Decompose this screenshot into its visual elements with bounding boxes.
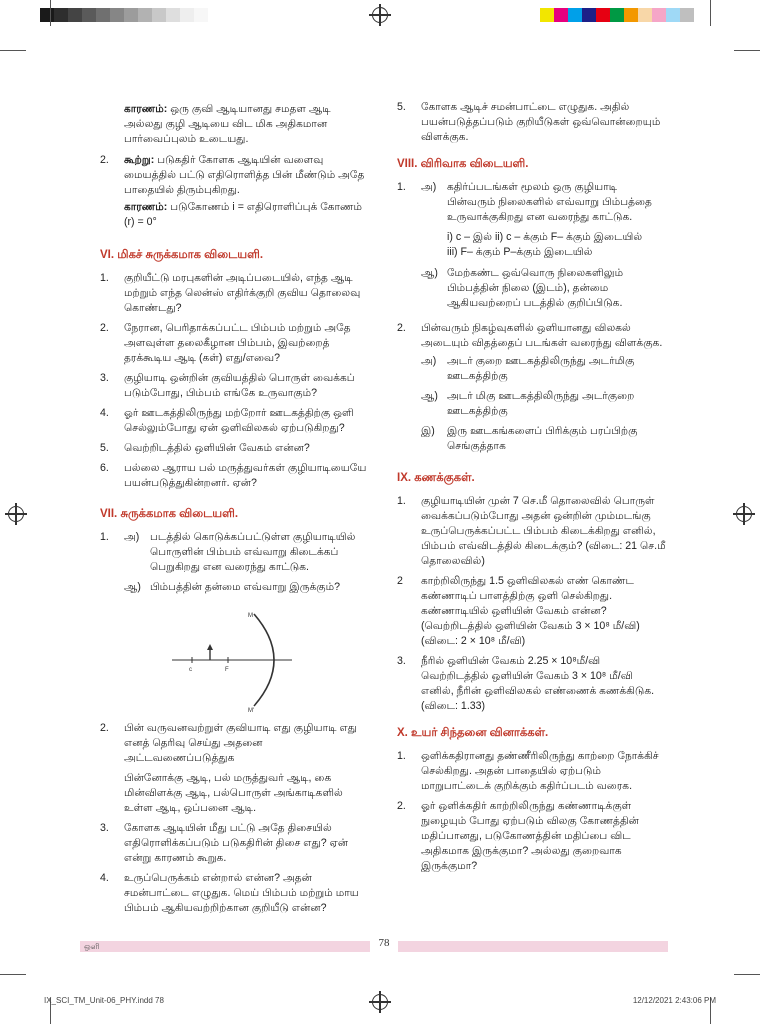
statement-label: கூற்று:	[124, 154, 155, 166]
color-swatch	[624, 8, 638, 22]
list-item	[100, 371, 368, 401]
list-item	[100, 271, 368, 316]
color-swatch	[554, 8, 568, 22]
timestamp-slug: 12/12/2021 2:43:06 PM	[632, 996, 716, 1005]
item-number: 4.	[100, 407, 109, 419]
list-item	[100, 321, 368, 366]
item-text: ஒளிக்கதிரானது தண்ணீரிலிருந்து காற்றை நோக்கிச் செல்கிறது. அதன் பாதையில் ஏற்படும் மாறுபாட்டைக் குறிக்கும் கதிர்ப்படம் வரைக.	[421, 750, 659, 792]
list-item: 2. பின்வரும் நிகழ்வுகளில் ஒளியானது விலகல் அடையும் விதத்தைப் படங்கள் வரைந்து விளக்குக. அ) அடர் குறை ஊடகத்திலிருந்து அடர்மிகு ஊடகத்திற்கு ஆ) அடர் மிகு ஊடகத்திலிருந்து அடர்குறை ஊடகத்திற்கு இ) இரு ஊடகங்களைப் பிரிக்கும் பரப்பிற்கு செங்குத்தாக	[397, 321, 667, 459]
label-c: c	[189, 667, 192, 673]
item-text: ஓர் ஊடகத்திலிருந்து மற்றோர் ஊடகத்திற்கு ஒளி செல்லும்போது ஏன் ஒளிவிலகல் ஏற்படுகிறது?	[124, 407, 354, 434]
color-swatch	[652, 8, 666, 22]
item-number: 3.	[397, 655, 406, 667]
list-item: 4. உருப்பெருக்கம் என்றால் என்ன? அதன் சமன்பாட்டை எழுதுக. மெய் பிம்பம் மற்றும் மாய பிம்பம் ஆகியவற்றிற்கான குறியீடு என்ன?	[100, 872, 359, 914]
footer-bar-right	[398, 941, 668, 952]
list-item: 2. பின் வருவனவற்றுள் குவியாடி எது குழியாடி எது எனத் தெரிவு செய்து அதனை அட்டவணைப்படுத்துக பின்னோக்கு ஆடி, பல் மருத்துவர் ஆடி, கை மின்விளக்கு ஆடி, பல்பொருள் அங்காடிகளில் உள்ள ஆடி, ஒப்பனை ஆடி.	[100, 722, 357, 814]
list-item	[397, 654, 667, 714]
color-swatch	[96, 8, 110, 22]
list-item	[100, 461, 368, 491]
file-slug: IX_SCI_TM_Unit-06_PHY.indd 78	[44, 996, 164, 1005]
sub-item-text: இரு ஊடகங்களைப் பிரிக்கும் பரப்பிற்கு செங்குத்தாக	[447, 425, 638, 452]
color-swatch	[680, 8, 694, 22]
crop-mark	[710, 0, 711, 26]
section-heading-problems: IX. கணக்குகள்.	[397, 472, 475, 484]
footer-chapter-label: ஒளி	[84, 942, 100, 951]
hots-list	[397, 749, 667, 874]
registration-mark-right	[736, 506, 752, 522]
color-swatch	[54, 8, 68, 22]
crop-mark	[50, 0, 51, 26]
color-swatch	[666, 8, 680, 22]
list-item: 1. அ) படத்தில் கொடுக்கப்பட்டுள்ள குழியாடியில் பொருளின் பிம்பம் எவ்வாறு கிடைக்கப் பெறுகிறது என வரைந்து காட்டுக. ஆ) பிம்பத்தின் தன்மை எவ்வாறு இருக்கும்?	[100, 531, 356, 593]
item-number: 1.	[397, 495, 406, 507]
item-number: 2.	[397, 800, 406, 812]
list-item	[100, 441, 368, 456]
process-color-bar	[540, 8, 694, 22]
item-text: வெற்றிடத்தில் ஒளியின் வேகம் என்ன?	[124, 442, 310, 454]
position-options: i) c – இல் ii) c – க்கும் F– க்கும் இடையில்	[447, 231, 643, 243]
item-number: 5.	[100, 442, 109, 454]
sub-item	[421, 424, 667, 454]
color-swatch	[596, 8, 610, 22]
position-options: iii) F– க்கும் P–க்கும் இடையில்	[447, 246, 593, 258]
item-text: காற்றிலிருந்து 1.5 ஒளிவிலகல் எண் கொண்ட கண்ணாடிப் பாளத்திற்கு ஒளி செல்கிறது. கண்ணாடியில் ஒளியின் வேகம் என்ன? (வெற்றிடத்தில் ஒளியின் வேகம் 3 × 10⁸ மீ/வி) (விடை: 2 × 10⁸ மீ/வி)	[421, 575, 640, 647]
footer-bar	[80, 941, 370, 952]
concave-mirror-figure	[170, 608, 300, 713]
color-swatch	[568, 8, 582, 22]
problems-list	[397, 494, 667, 714]
item-number: 2.	[100, 322, 109, 334]
crop-mark	[734, 50, 760, 51]
item-text: குறியீட்டு மரபுகளின் அடிப்படையில், எந்த ஆடி மற்றும் எந்த லென்ஸ் எதிர்க்குறி குவிய தொலைவு கொண்டது?	[124, 272, 361, 314]
assertion-item	[100, 153, 368, 230]
statement-text: படுகதிர் கோளக ஆடியின் வளைவு மையத்தில் பட்டு எதிரொளித்த பின் மீண்டும் அதே பாதையில் திரும்புகிறது.	[124, 154, 365, 196]
list-item	[397, 494, 667, 569]
page-number: 78	[378, 937, 390, 949]
object-arrow-head	[207, 644, 213, 650]
crop-mark	[0, 50, 26, 51]
item-number: 2	[397, 575, 403, 587]
item-text: குழியாடி ஒன்றின் குவியத்தில் பொருள் வைக்கப் படும்போது, பிம்பம் எங்கே உருவாகும்?	[124, 372, 355, 399]
registration-mark-left	[8, 506, 24, 522]
sub-item-label: ஆ)	[421, 390, 438, 402]
list-item: 1. அ) கதிர்ப்படங்கள் மூலம் ஒரு குழியாடி பின்வரும் நிலைகளில் எவ்வாறு பிம்பத்தை உருவாக்குகிறது என வரைந்து காட்டுக. i) c – இல் ii) c – க்கும் F– க்கும் இடையில் iii) F– க்கும் P–க்கும் இடையில் ஆ) மேற்கண்ட ஒவ்வொரு நிலைகளிலும் பிம்பத்தின் நிலை (இடம்), தன்மை ஆகியவற்றைப் படத்தில் குறிப்பிடுக.	[397, 180, 667, 316]
item-text: ஓர் ஒளிக்கதிர் காற்றிலிருந்து கண்ணாடிக்குள் நுழையும் போது ஏற்படும் விலகு கோணத்தின் மதிப்பானது, படுகோணத்தின் மதிப்பை விட அதிகமாக இருக்குமா? அல்லது குறைவாக இருக்குமா?	[421, 800, 639, 872]
color-swatch	[68, 8, 82, 22]
reason-text: ஒரு குவி ஆடியானது சமதள ஆடி அல்லது குழி ஆடியை விட மிக அதிகமான பார்வைப்புலம் உடையது.	[124, 103, 331, 145]
color-swatch	[582, 8, 596, 22]
grayscale-color-bar	[40, 8, 208, 22]
color-swatch	[638, 8, 652, 22]
crop-mark	[734, 974, 760, 975]
color-swatch	[152, 8, 166, 22]
reason-label: காரணம்:	[124, 103, 168, 115]
item-number: 1.	[397, 750, 406, 762]
color-swatch	[110, 8, 124, 22]
item-text: பல்லை ஆராய பல் மருத்துவர்கள் குழியாடியையே பயன்படுத்துகின்றனர். ஏன்?	[124, 462, 367, 489]
color-swatch	[40, 8, 54, 22]
crop-mark	[0, 974, 26, 975]
item-text: குழியாடியின் முன் 7 செ.மீ தொலைவில் பொருள் வைக்கப்படும்போது அதன் ஒன்றின் மும்மடங்கு உருப்பெருக்கப்பட்ட பிம்பம் கிடைக்கிறது எனில், பிம்பம் எவ்விடத்தில் கிடைக்கும்? (விடை: 21 செ.மீ தொலைவில்)	[421, 495, 666, 567]
item-number: 2.	[100, 154, 109, 166]
list-item	[397, 749, 667, 794]
list-item: 3. கோளக ஆடியின் மீது பட்டு அதே திசையில் எதிரொளிக்கப்படும் படுகதிரின் திசை எது? ஏன் என்று காரணம் கூறுக.	[100, 822, 349, 864]
label-m-bottom: M'	[248, 708, 255, 713]
sub-item-label: அ)	[421, 355, 437, 367]
color-swatch	[82, 8, 96, 22]
left-column	[100, 100, 368, 921]
sub-item	[421, 354, 667, 384]
label-f: F	[225, 667, 229, 673]
item-number: 6.	[100, 462, 109, 474]
reason-block	[124, 102, 368, 147]
color-swatch	[124, 8, 138, 22]
color-swatch	[540, 8, 554, 22]
section-heading-short-answer: VII. சுருக்கமாக விடையளி.	[100, 508, 239, 520]
list-item: 5. கோளக ஆடிச் சமன்பாட்டை எழுதுக. அதில் பயன்படுத்தப்படும் குறியீடுகள் ஒவ்வொன்றையும் விளக்குக.	[397, 101, 661, 143]
color-swatch	[610, 8, 624, 22]
section-heading-hots: X. உயர் சிந்தனை வினாக்கள்.	[397, 727, 549, 739]
list-item	[100, 406, 368, 436]
color-swatch	[194, 8, 208, 22]
reason-label: காரணம்:	[124, 201, 168, 213]
color-swatch	[138, 8, 152, 22]
color-swatch	[180, 8, 194, 22]
sub-item-label: இ)	[421, 425, 435, 437]
item-number: 3.	[100, 372, 109, 384]
list-item	[397, 799, 667, 874]
right-column	[397, 100, 667, 879]
section-heading-very-short-answer: VI. மிகச் சுருக்கமாக விடையளி.	[100, 249, 264, 261]
reason-text: படுகோணம் i = எதிரொளிப்புக் கோணம் (r) = 0°	[124, 201, 363, 228]
registration-mark-top	[372, 7, 388, 23]
sub-item	[421, 389, 667, 419]
sub-item-text: அடர் குறை ஊடகத்திலிருந்து அடர்மிகு ஊடகத்திற்கு	[447, 355, 635, 382]
item-text: நீரில் ஒளியின் வேகம் 2.25 × 10⁸மீ/வி வெற்றிடத்தில் ஒளியின் வேகம் 3 × 10⁸ மீ/வி எனில், நீரின் ஒளிவிலகல் எண்ணைக் கணக்கிடுக. (விடை: 1.33)	[421, 655, 655, 712]
item-number: 1.	[100, 272, 109, 284]
section-heading-detailed-answer: VIII. விரிவாக விடையளி.	[397, 158, 529, 170]
sub-item-text: அடர் மிகு ஊடகத்திலிருந்து அடர்குறை ஊடகத்திற்கு	[447, 390, 635, 417]
label-m-top: M	[248, 613, 253, 619]
list-item	[397, 574, 667, 649]
item-text: நேரான, பெரிதாக்கப்பட்ட பிம்பம் மற்றும் அதே அளவுள்ள தலைகீழான பிம்பம், இவற்றைத் தரக்கூடிய ஆடி (கள்) எது/எவை?	[124, 322, 351, 364]
very-short-answer-list	[100, 271, 368, 491]
color-swatch	[166, 8, 180, 22]
registration-mark-bottom	[372, 994, 388, 1010]
